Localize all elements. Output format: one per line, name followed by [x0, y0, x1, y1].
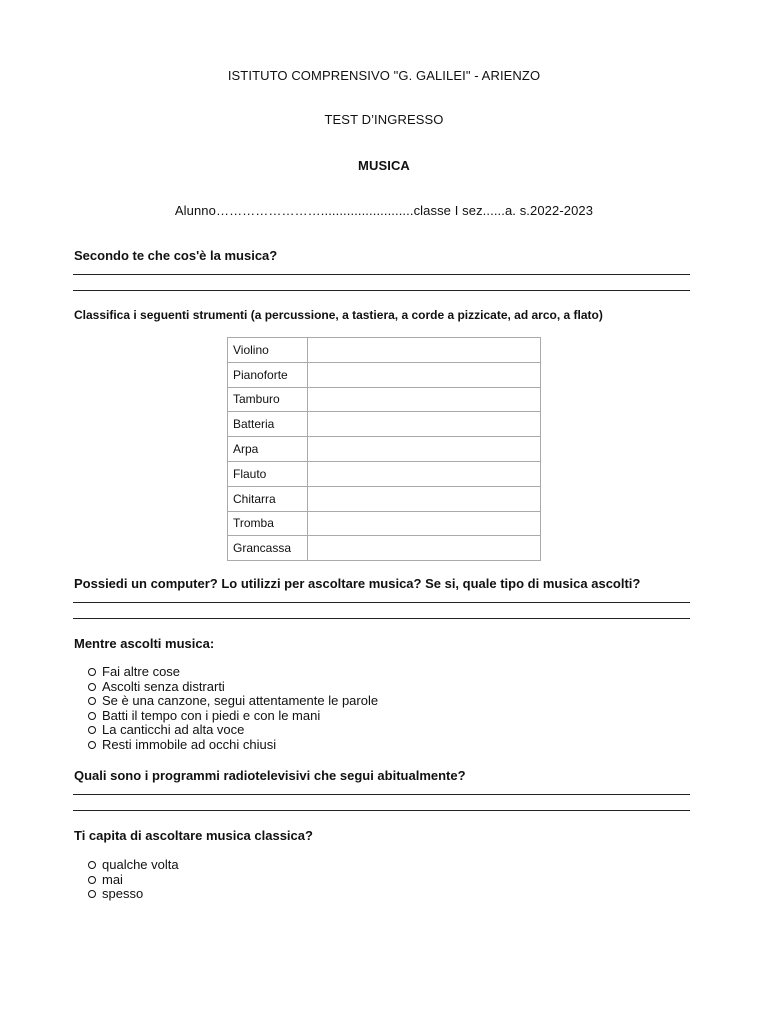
- question-3: Possiedi un computer? Lo utilizzi per ascoltare musica? Se si, quale tipo di musica ascolti?: [74, 576, 641, 591]
- instrument-row: [228, 412, 541, 437]
- instrument-answer-cell[interactable]: [308, 486, 541, 511]
- instrument-row: [228, 461, 541, 486]
- option-label: Se è una canzone, segui attentamente le parole: [102, 693, 379, 709]
- option-label: mai: [102, 871, 123, 887]
- option-item[interactable]: [88, 858, 179, 873]
- radio-circle-icon[interactable]: [88, 668, 96, 676]
- student-info-line: Alunno…………………….........................classe I sez......a. s.2022-2023: [174, 203, 594, 218]
- instrument-row: [228, 338, 541, 363]
- radio-circle-icon[interactable]: [88, 683, 96, 691]
- option-item[interactable]: [88, 873, 179, 888]
- answer-line[interactable]: [73, 290, 690, 291]
- answer-line[interactable]: [73, 618, 690, 619]
- question-6: Ti capita di ascoltare musica classica?: [74, 828, 313, 843]
- option-label: Resti immobile ad occhi chiusi: [102, 736, 277, 752]
- test-title: TEST D’INGRESSO: [324, 112, 444, 127]
- options-list: [88, 858, 179, 902]
- instruments-table: [227, 337, 541, 561]
- instrument-answer-cell[interactable]: [308, 387, 541, 412]
- instrument-answer-cell[interactable]: [308, 511, 541, 536]
- instrument-name: Tamburo: [228, 387, 308, 412]
- answer-line[interactable]: [73, 794, 690, 795]
- radio-circle-icon[interactable]: [88, 890, 96, 898]
- instrument-row: [228, 387, 541, 412]
- instrument-answer-cell[interactable]: [308, 437, 541, 462]
- school-name: ISTITUTO COMPRENSIVO "G. GALILEI" - ARIENZO: [227, 68, 541, 83]
- radio-circle-icon[interactable]: [88, 876, 96, 884]
- question-1: Secondo te che cos'è la musica?: [74, 248, 278, 263]
- option-label: qualche volta: [102, 857, 179, 872]
- instrument-name: Arpa: [228, 437, 308, 462]
- instrument-answer-cell[interactable]: [308, 362, 541, 387]
- answer-line[interactable]: [73, 810, 690, 811]
- option-label: La canticchi ad alta voce: [102, 722, 245, 738]
- question-4: Mentre ascolti musica:: [74, 636, 215, 651]
- option-item[interactable]: [88, 738, 378, 753]
- option-item[interactable]: [88, 665, 378, 680]
- instrument-name: Violino: [228, 338, 308, 363]
- answer-line[interactable]: [73, 602, 690, 603]
- instrument-name: Grancassa: [228, 536, 308, 561]
- instrument-row: [228, 437, 541, 462]
- radio-circle-icon[interactable]: [88, 712, 96, 720]
- radio-circle-icon[interactable]: [88, 726, 96, 734]
- subject-title: MUSICA: [358, 158, 410, 173]
- option-item[interactable]: [88, 694, 378, 709]
- question-2: Classifica i seguenti strumenti (a percussione, a tastiera, a corde a pizzicate, ad arco, a flato): [74, 308, 603, 322]
- instrument-answer-cell[interactable]: [308, 536, 541, 561]
- option-label: spesso: [102, 886, 144, 902]
- radio-circle-icon[interactable]: [88, 741, 96, 749]
- instrument-row: [228, 536, 541, 561]
- instrument-row: [228, 362, 541, 387]
- option-item[interactable]: [88, 680, 378, 695]
- option-item[interactable]: [88, 723, 378, 738]
- instrument-name: Pianoforte: [228, 362, 308, 387]
- question-5: Quali sono i programmi radiotelevisivi che segui abitualmente?: [74, 768, 466, 783]
- answer-line[interactable]: [73, 274, 690, 275]
- instrument-row: [228, 486, 541, 511]
- option-label: Batti il tempo con i piedi e con le mani: [102, 707, 321, 723]
- option-label: Fai altre cose: [102, 664, 181, 679]
- options-list: [88, 665, 378, 753]
- instrument-name: Flauto: [228, 461, 308, 486]
- radio-circle-icon[interactable]: [88, 861, 96, 869]
- radio-circle-icon[interactable]: [88, 697, 96, 705]
- instrument-answer-cell[interactable]: [308, 461, 541, 486]
- instrument-name: Tromba: [228, 511, 308, 536]
- instrument-name: Batteria: [228, 412, 308, 437]
- option-item[interactable]: [88, 887, 179, 902]
- option-label: Ascolti senza distrarti: [102, 678, 225, 694]
- instrument-row: [228, 511, 541, 536]
- instrument-answer-cell[interactable]: [308, 412, 541, 437]
- instrument-answer-cell[interactable]: [308, 338, 541, 363]
- option-item[interactable]: [88, 709, 378, 724]
- instrument-name: Chitarra: [228, 486, 308, 511]
